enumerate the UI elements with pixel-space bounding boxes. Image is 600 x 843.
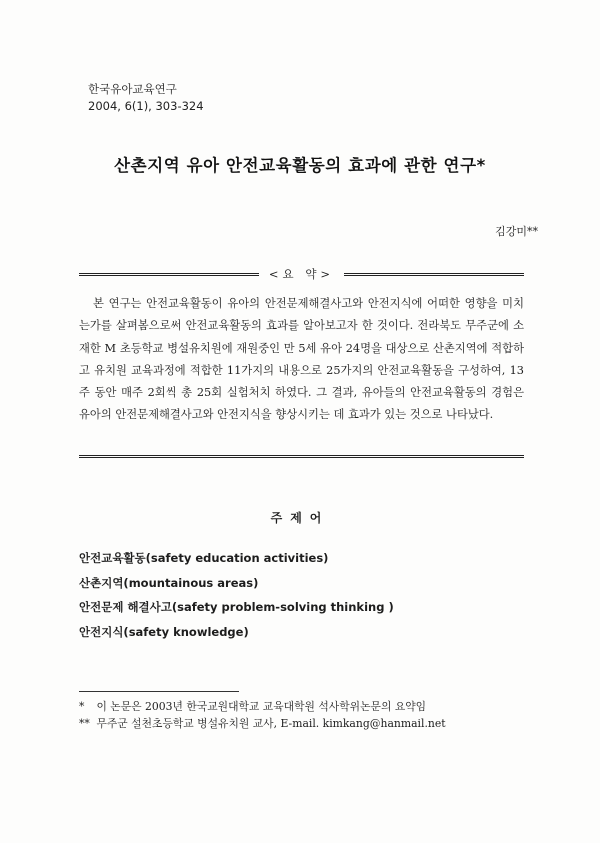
abstract-text: 본 연구는 안전교육활동이 유아의 안전문제해결사고와 안전지식에 어떠한 영향을 미치는가를 살펴봄으로써 안전교육활동의 효과를 알아보고자 한 것이다. 전라북도 무주군에 소재한 M 초등학교 병설유치원에 재원중인 만 5세 유아 24명을 대상으로 산촌지역에 적합하고 유치원 교육과정에 적합한 11가지의 내용으로 25가지의 안전교육활동을 구성하여, 13주 동안 매주 2회씩 총 25회 실험처치 하였다. 그 결과, 유아들의 안전교육활동의 경험은 유아의 안전문제해결사고와 안전지식을 향상시키는 데 효과가 있는 것으로 나타났다. [79, 297, 524, 422]
footnote-mark: ** [79, 717, 90, 730]
footnote-mark: * [79, 700, 85, 713]
author-name: 김강미** [495, 225, 538, 238]
footnote-text: 무주군 설천초등학교 병설유치원 교사, E-mail. kimkang@hanmail.net [96, 717, 446, 730]
keyword-item: 안전교육활동(safety education activities) [79, 551, 329, 565]
paper-title: 산촌지역 유아 안전교육활동의 효과에 관한 연구* [114, 156, 486, 175]
footnotes [79, 698, 446, 732]
footnote-text: 이 논문은 2003년 한국교원대학교 교육대학원 석사학위논문의 요약임 [96, 700, 427, 713]
abstract-rule-left [79, 273, 259, 276]
footnote-item [79, 715, 446, 732]
abstract-header [79, 266, 524, 284]
abstract-label: <요 약> [268, 267, 335, 281]
keywords-heading: 주제어 [270, 511, 330, 525]
journal-info [88, 81, 204, 115]
journal-name: 한국유아교육연구 [88, 82, 177, 96]
abstract-rule-right [344, 273, 524, 276]
keywords-list [79, 546, 394, 644]
keyword-item: 산촌지역(mountainous areas) [79, 575, 259, 590]
abstract-bottom-rule [79, 455, 524, 458]
abstract-body [79, 293, 524, 427]
keyword-item: 안전문제 해결사고(safety problem-solving thinking ) [79, 600, 394, 614]
journal-citation: 2004, 6(1), 303-324 [88, 99, 204, 113]
footnote-separator [79, 691, 239, 692]
footnote-item [79, 698, 446, 715]
keyword-item: 안전지식(safety knowledge) [79, 624, 249, 639]
